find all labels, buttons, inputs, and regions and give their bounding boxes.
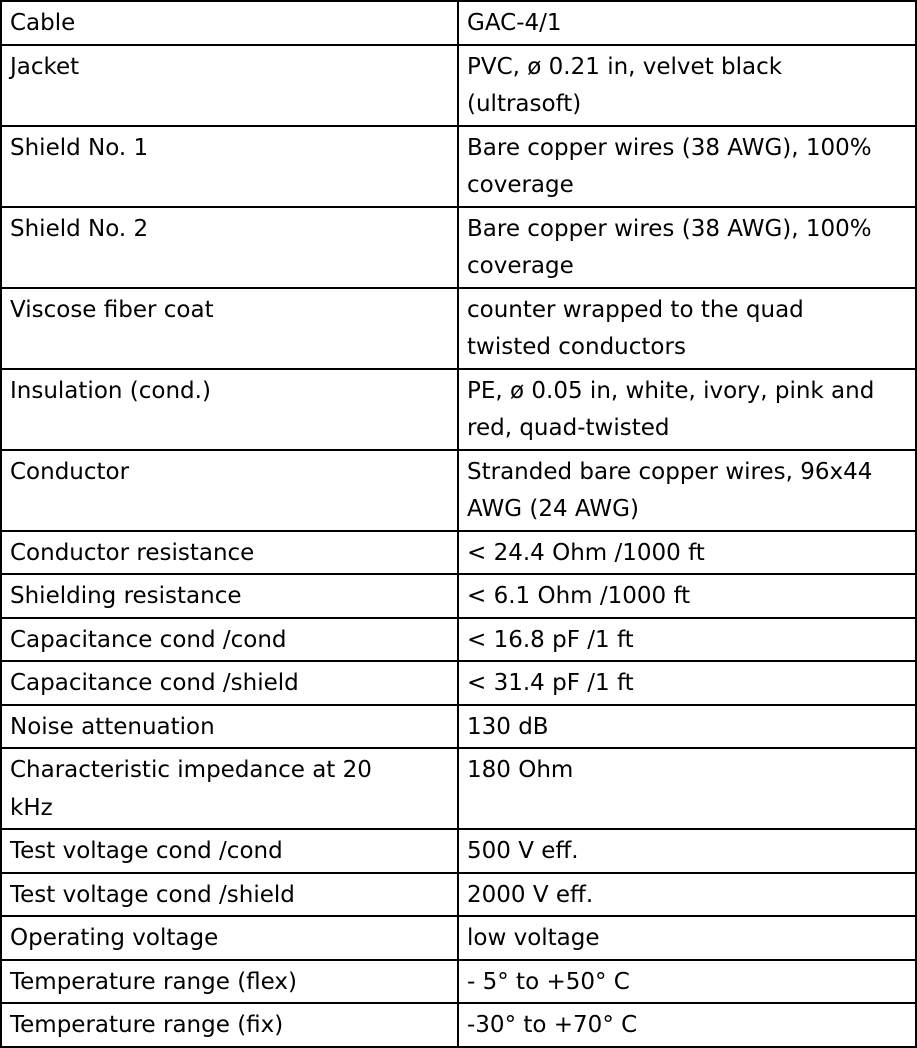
property-value-cell: [458, 450, 916, 531]
property-name-cell: [1, 1003, 458, 1047]
property-name-text: Jacket: [10, 53, 80, 80]
property-value-text: PE, ø 0.05 in, white, ivory, pink and: [467, 377, 875, 404]
property-value-cell: [458, 916, 916, 960]
table-row: [1, 748, 916, 829]
property-name-cell: [1, 873, 458, 917]
property-value-text: < 24.4 Ohm /1000 ft: [467, 539, 705, 566]
table-row: [1, 45, 916, 126]
property-value-text: counter wrapped to the quad: [467, 296, 804, 323]
property-value-text: red, quad-twisted: [467, 415, 670, 441]
property-name-cell: [1, 960, 458, 1004]
property-value-cell: [458, 207, 916, 288]
property-value-text: 2000 V eff.: [467, 881, 594, 908]
table-row: [1, 450, 916, 531]
table-row: [1, 618, 916, 662]
property-name-text: Temperature range (flex): [10, 968, 297, 995]
table-row: [1, 126, 916, 207]
property-value-text: twisted conductors: [467, 334, 686, 360]
property-value-cell: [458, 748, 916, 829]
property-name-cell: [1, 748, 458, 829]
property-name-cell: [1, 207, 458, 288]
table-row: [1, 531, 916, 575]
property-name-text: Test voltage cond /cond: [10, 838, 283, 864]
property-name-cell: [1, 1, 458, 45]
property-value-cell: [458, 126, 916, 207]
property-value-text: coverage: [467, 172, 574, 198]
property-name-cell: [1, 369, 458, 450]
table-row: [1, 288, 916, 369]
property-value-text: AWG (24 AWG): [467, 496, 639, 522]
property-name-cell: [1, 45, 458, 126]
property-value-text: < 31.4 pF /1 ft: [467, 670, 634, 696]
property-name-cell: [1, 618, 458, 662]
property-name-cell: [1, 531, 458, 575]
property-value-cell: [458, 45, 916, 126]
property-name-cell: [1, 126, 458, 207]
property-value-text: GAC-4/1: [467, 10, 562, 36]
property-value-text: -30° to +70° C: [467, 1012, 638, 1038]
property-value-text: PVC, ø 0.21 in, velvet black: [467, 53, 783, 80]
property-name-text: Conductor: [10, 458, 130, 485]
property-name-text: Insulation (cond.): [10, 377, 211, 404]
property-name-cell: [1, 661, 458, 705]
property-name-cell: [1, 916, 458, 960]
table-row: [1, 960, 916, 1004]
property-value-text: Bare copper wires (38 AWG), 100%: [467, 134, 872, 161]
property-value-text: < 6.1 Ohm /1000 ft: [467, 583, 691, 609]
property-name-cell: [1, 450, 458, 531]
property-name-text: Shielding resistance: [10, 583, 242, 609]
property-name-text: Noise attenuation: [10, 713, 215, 740]
property-name-text: kHz: [10, 794, 53, 821]
property-name-text: Shield No. 2: [10, 215, 149, 242]
table-row: [1, 705, 916, 749]
property-value-cell: [458, 1, 916, 45]
property-value-cell: [458, 574, 916, 618]
property-value-text: Stranded bare copper wires, 96x44: [467, 458, 873, 485]
table-row: [1, 207, 916, 288]
property-value-text: Bare copper wires (38 AWG), 100%: [467, 215, 872, 242]
property-value-cell: [458, 960, 916, 1004]
property-name-text: Shield No. 1: [10, 134, 149, 161]
property-name-text: Characteristic impedance at 20: [10, 757, 372, 783]
property-name-text: Operating voltage: [10, 925, 219, 951]
property-value-cell: [458, 369, 916, 450]
property-name-cell: [1, 705, 458, 749]
table-row: [1, 1003, 916, 1047]
property-value-text: (ultrasoft): [467, 91, 582, 117]
spec-table-body: [1, 1, 916, 1047]
property-value-text: 180 Ohm: [467, 757, 574, 783]
property-value-text: low voltage: [467, 925, 600, 951]
property-value-cell: [458, 618, 916, 662]
property-value-text: - 5° to +50° C: [467, 968, 630, 995]
table-row: [1, 574, 916, 618]
property-name-text: Test voltage cond /shield: [10, 881, 295, 908]
property-value-text: < 16.8 pF /1 ft: [467, 626, 634, 653]
table-row: [1, 1, 916, 45]
table-row: [1, 369, 916, 450]
property-value-cell: [458, 829, 916, 873]
property-value-text: coverage: [467, 253, 574, 279]
property-name-text: Conductor resistance: [10, 539, 255, 566]
property-name-cell: [1, 829, 458, 873]
property-value-cell: [458, 1003, 916, 1047]
property-value-cell: [458, 661, 916, 705]
property-name-text: Capacitance cond /cond: [10, 626, 287, 653]
property-value-text: 130 dB: [467, 713, 549, 740]
table-row: [1, 873, 916, 917]
property-name-text: Cable: [10, 10, 76, 36]
property-value-text: 500 V eff.: [467, 838, 579, 864]
property-name-cell: [1, 288, 458, 369]
property-value-cell: [458, 288, 916, 369]
property-value-cell: [458, 873, 916, 917]
property-name-text: Temperature range (fix): [10, 1012, 284, 1038]
property-name-text: Capacitance cond /shield: [10, 670, 299, 696]
table-row: [1, 916, 916, 960]
property-value-cell: [458, 705, 916, 749]
table-row: [1, 829, 916, 873]
table-row: [1, 661, 916, 705]
property-value-cell: [458, 531, 916, 575]
property-name-text: Viscose fiber coat: [10, 296, 214, 323]
property-name-cell: [1, 574, 458, 618]
